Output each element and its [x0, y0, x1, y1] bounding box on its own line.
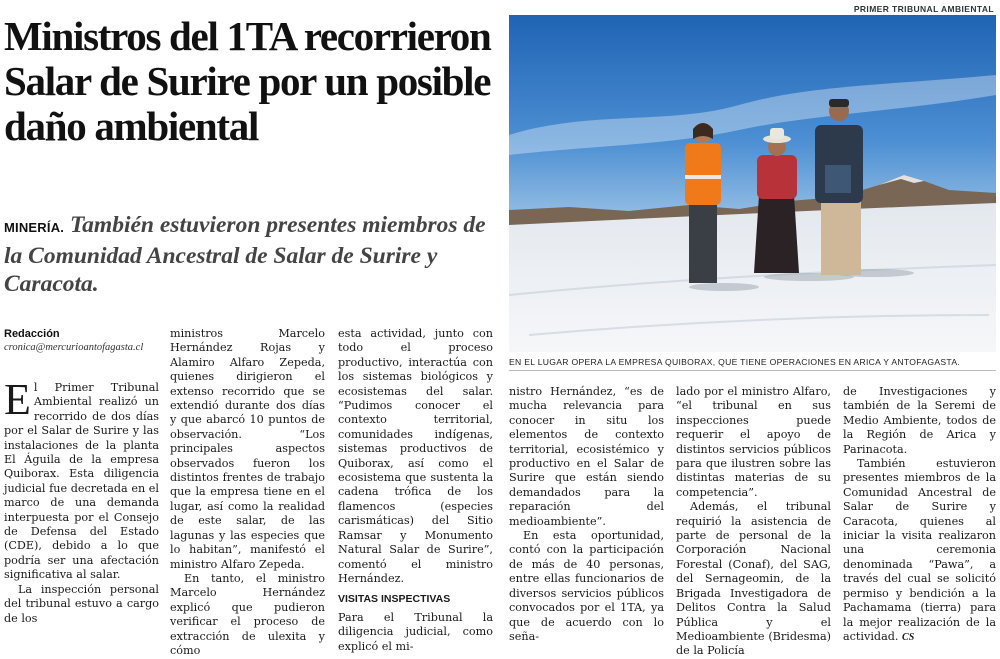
author-signoff: CS [902, 631, 915, 643]
photo-caption: EN EL LUGAR OPERA LA EMPRESA QUIBORAX, QUE TIENE OPERACIONES EN ARICA Y ANTOFAGASTA. [509, 357, 961, 367]
col2-paragraph-1: ministros Marcelo Hernández Rojas y Alamiro Alfaro Zepeda, quienes dirigieron el extenso recorrido que se extendió durante dos días y que abarcó 10 puntos de observación. “Los principales aspectos observados fueron los distintos frentes de trabajo que la empresa tiene en el lugar, así como la realidad de este salar, de las lagunas y las especies que lo habitan”, manifestó el ministro Alfaro Zepeda. [170, 327, 325, 571]
article-photo [509, 15, 996, 352]
col2-paragraph-2: En tanto, el ministro Marcelo Hernández explicó que pudieron verificar el proceso de extracción de ulexita y cómo [170, 571, 325, 657]
body-column-5 [676, 385, 831, 659]
dropcap: E [4, 375, 31, 424]
caption-divider [509, 370, 996, 371]
lead-text: También estuvieron presentes miembros de la Comunidad Ancestral de Salar de Surire y Caracota. [4, 212, 486, 297]
lead-paragraph [4, 211, 504, 298]
body-column-6 [843, 385, 996, 645]
headline: Ministros del 1TA recorrieron Salar de Surire por un posible daño ambiental [4, 13, 491, 149]
subhead-visitas: VISITAS INSPECTIVAS [338, 593, 451, 606]
body-column-1 [4, 375, 159, 626]
body-column-2 [170, 327, 325, 658]
col3-paragraph-1: esta actividad, junto con todo el proceso productivo, interactúa con los sistemas biológicos y ecosistemas del salar. “Pudimos conocer el contexto territorial, comunidades indígenas, sistemas productivos de Quiborax, así como el ecosistema que sustenta la cadena trófica de los flamencos (especies carismáticas) del Sitio Ramsar y Monumento Natural Salar de Surire”, comentó el ministro Hernández. [338, 327, 493, 585]
col6-paragraph-2: También estuvieron presentes miembros de la Comunidad Ancestral de Salar de Surire y Caracota, quienes al iniciar la visita realizaron una ceremonia denominada “Pawa”, a través del cual se solicitó permiso y bendición a la Pachamama (tierra) para la mejor realización de la actividad. [843, 457, 996, 643]
col6-paragraph-1: de Investigaciones y también de la Seremi de Medio Ambiente, todos de la Región de Arica y Parinacota. [843, 385, 996, 456]
body-column-3 [338, 327, 493, 654]
col4-paragraph-1: nistro Hernández, “es de mucha relevancia para conocer in situ los elementos de contexto territorial, ecosistémico y productivo en el Salar de Surire que están siendo demandados para la reparación del medioambiente”. [509, 385, 664, 528]
lead-kicker: MINERÍA. [4, 220, 65, 235]
col5-paragraph-2: Además, el tribunal requirió la asistencia de parte de personal de la Corporación Nacional Forestal (Conaf), del SAG, del Sernageomin, de la Brigada Investigadora de Delitos Contra la Salud Pública y el Medioambiente (Bridesma) de la Policía [676, 500, 831, 658]
col1-paragraph-1: l Primer Tribunal Ambiental realizó un recorrido de dos días por el Salar de Surire y las instalaciones de la planta El Águila de la empresa Quiborax. Esta diligencia judicial fue decretada en el marco de una demanda interpuesta por el Consejo de Defensa del Estado (CDE), debido a lo que podría ser una afectación significativa al salar. [4, 381, 159, 582]
byline-author: Redacción [4, 328, 60, 340]
byline-email: cronica@mercurioantofagasta.cl [4, 342, 144, 353]
section-tag: PRIMER TRIBUNAL AMBIENTAL [853, 4, 994, 14]
body-column-4 [509, 385, 664, 644]
col5-paragraph-1: lado por el ministro Alfaro, “el tribunal en sus inspecciones puede requerir el apoyo de distintos servicios públicos para que ilustren sobre las distintas materias de su competencia”. [676, 385, 831, 499]
col3-paragraph-2: Para el Tribunal la diligencia judicial, como explicó el mi- [338, 610, 493, 653]
byline [4, 328, 143, 353]
col1-paragraph-2: La inspección personal del tribunal estuvo a cargo de los [4, 582, 159, 625]
col4-paragraph-2: En esta oportunidad, contó con la participación de más de 40 personas, entre ellas funcionarios de diversos servicios públicos convocados por el 1TA, ya que de acuerdo con lo seña- [509, 529, 664, 643]
